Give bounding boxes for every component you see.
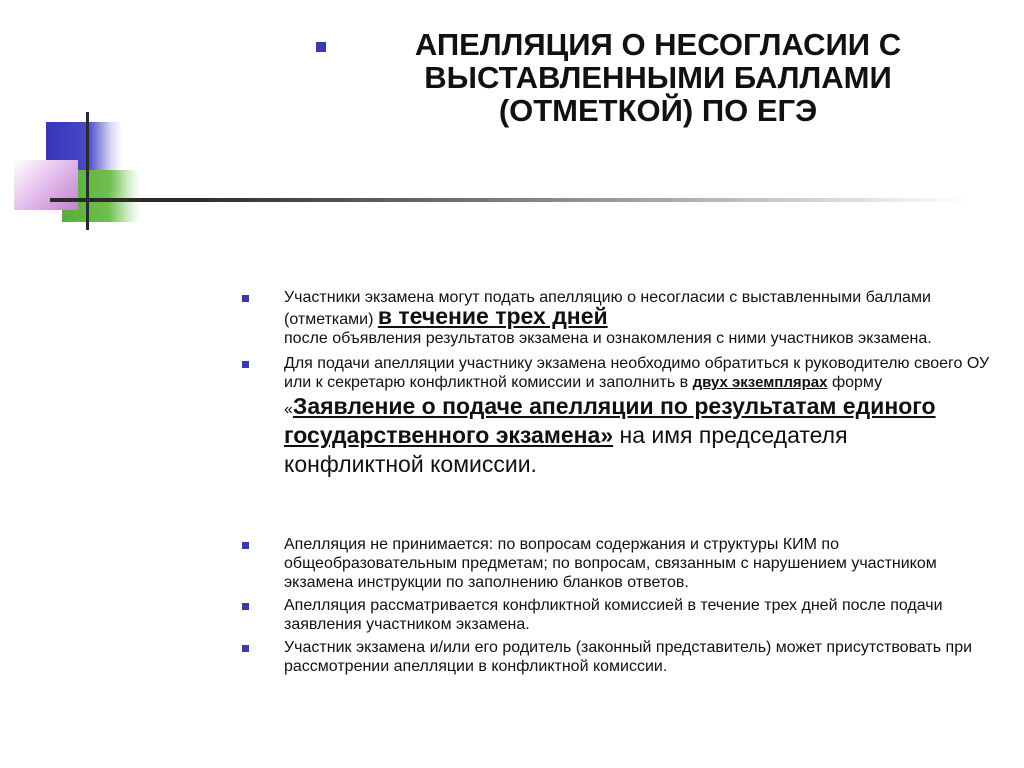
item-text: форму «	[284, 374, 883, 418]
bullet-icon	[242, 295, 249, 302]
item-text: на имя председателя конфликтной комиссии.	[284, 422, 848, 477]
decor-vertical-line	[86, 112, 89, 230]
item-emphasis: в течение трех дней	[377, 303, 608, 329]
list-item	[240, 288, 990, 348]
item-text: Для подачи апелляции участнику экзамена необходимо обратиться к руководителю своего ОУ или к секретарю конфликтной комиссии и заполнить в	[284, 355, 990, 391]
item-text: Апелляция не принимается: по вопросам содержания и структуры КИМ по общеобразовательным предметам; по вопросам, связанным с нарушением участником экзамена инструкции по заполнению бланков ответов.	[284, 536, 937, 591]
item-emphasis: Заявление о подаче апелляции по результатам единого государственного экзамена»	[284, 393, 936, 448]
decor-horizontal-line	[50, 198, 970, 202]
decor-pink-square	[14, 160, 78, 210]
item-text: Апелляция рассматривается конфликтной комиссией в течение трех дней после подачи заявления участником экзамена.	[284, 597, 943, 633]
slide-title-block	[300, 28, 960, 127]
item-text: после объявления результатов экзамена и ознакомления с ними участников экзамена.	[284, 330, 932, 347]
bullet-icon	[242, 603, 249, 610]
bullet-icon	[242, 361, 249, 368]
list-item	[240, 596, 990, 634]
list-item	[240, 638, 990, 676]
title-bullet-icon	[316, 42, 326, 52]
slide-content	[240, 288, 990, 676]
item-text: Участники экзамена могут подать апелляцию о несогласии с выставленными баллами (отметками)	[284, 289, 931, 328]
slide-title: АПЕЛЛЯЦИЯ О НЕСОГЛАСИИ С ВЫСТАВЛЕННЫМИ БАЛЛАМИ (ОТМЕТКОЙ) ПО ЕГЭ	[414, 27, 902, 128]
list-item	[240, 535, 990, 592]
item-emphasis: двух экземплярах	[692, 374, 828, 391]
bullet-icon	[242, 645, 249, 652]
list-item	[240, 354, 990, 479]
bullet-icon	[242, 542, 249, 549]
item-text: Участник экзамена и/или его родитель (законный представитель) может присутствовать при рассмотрении апелляции в конфликтной комиссии.	[284, 639, 973, 675]
